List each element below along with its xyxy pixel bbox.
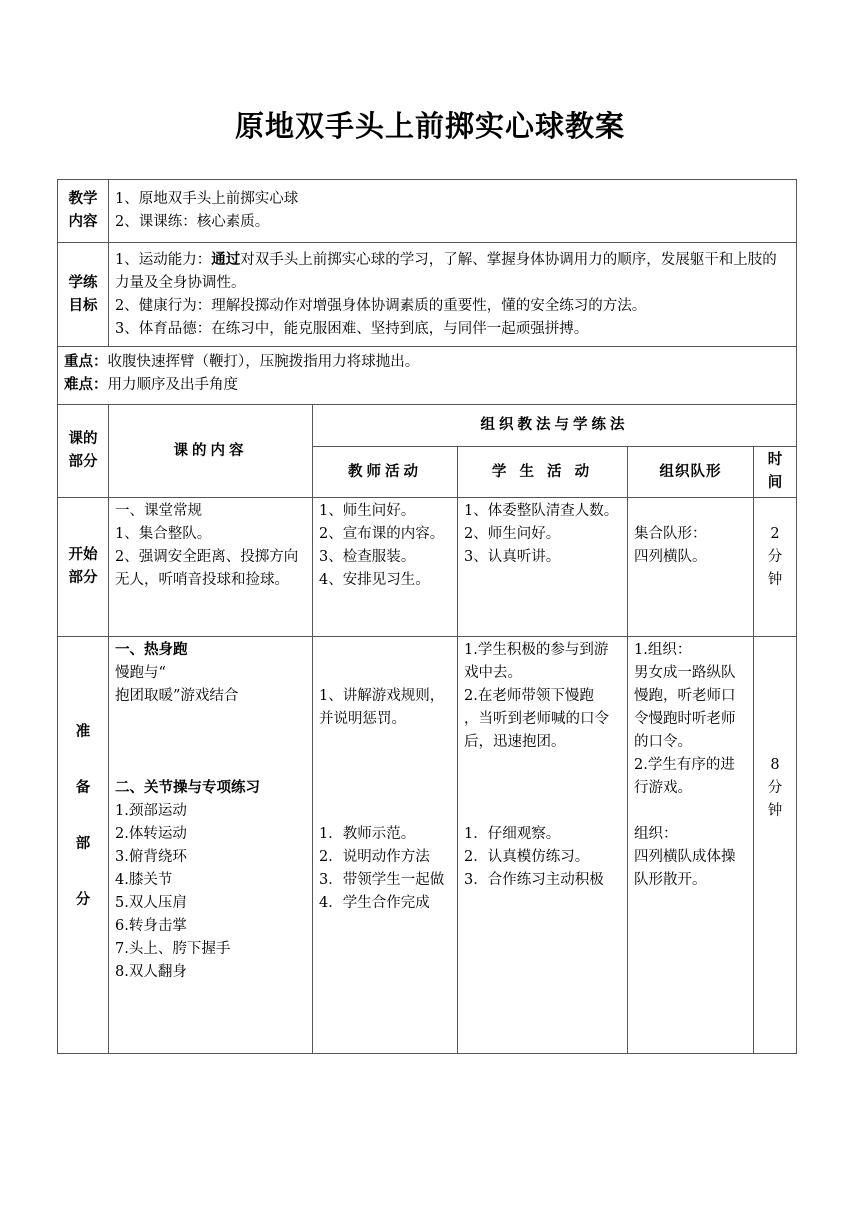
list-item: 2．说明动作方法 xyxy=(319,849,430,865)
list-item: 1.颈部运动 xyxy=(115,803,187,819)
goal-line-1: 1、运动能力：通过对双手头上前掷实心球的学习，了解、掌握身体协调用力的顺序，发展躯干和上肢的力量及全身协调性。 xyxy=(115,252,777,291)
header-time: 时 间 xyxy=(754,447,797,498)
start-content xyxy=(109,498,313,637)
prep-student xyxy=(458,637,628,1054)
list-item: 3．合作练习主动积极 xyxy=(464,872,604,888)
joint-title: 二、关节操与专项练习 xyxy=(115,780,260,796)
list-item: 1、讲解游戏规则，并说明惩罚。 xyxy=(319,688,445,727)
list-item: 1、集合整队。 xyxy=(115,526,212,542)
header-methods: 组织教法与学练法 xyxy=(313,405,797,447)
page-title: 原地双手头上前掷实心球教案 xyxy=(234,109,625,143)
list-item: 4.膝关节 xyxy=(115,872,173,888)
goal-line-3: 3、体育品德：在练习中，能克服困难、坚持到底，与同伴一起顽强拼搏。 xyxy=(115,321,589,337)
start-student xyxy=(458,498,628,637)
start-time: 2 分 钟 xyxy=(754,498,797,637)
prep-formation xyxy=(628,637,754,1054)
list-item: 1．教师示范。 xyxy=(319,826,416,842)
teaching-content-text xyxy=(109,180,797,243)
start-part-label: 开始 部分 xyxy=(58,498,109,637)
lesson-plan-table xyxy=(57,179,797,1054)
list-item: 7.头上、胯下握手 xyxy=(115,941,231,957)
learning-goals-text xyxy=(109,243,797,347)
key-point-line: 重点：收腹快速挥臂（鞭打），压腕拨指用力将球抛出。 xyxy=(64,354,420,370)
content-line: 2、课课练：核心素质。 xyxy=(115,214,270,230)
list-item: 3、检查服装。 xyxy=(319,549,416,565)
list-item: 8.双人翻身 xyxy=(115,964,187,980)
content-line: 1、原地双手头上前掷实心球 xyxy=(115,191,299,207)
list-item: 组织： xyxy=(634,826,678,842)
list-item: 4．学生合作完成 xyxy=(319,895,430,911)
prep-teacher xyxy=(313,637,458,1054)
list-item: 1、师生问好。 xyxy=(319,503,416,519)
key-points-row xyxy=(58,347,797,405)
key-points-cell xyxy=(58,347,797,405)
list-item: 2.学生有序的进行游戏。 xyxy=(634,757,735,796)
list-item: 2.在老师带领下慢跑 xyxy=(464,688,594,704)
header-teacher: 教师活动 xyxy=(313,447,458,498)
list-item: ，当听到老师喊的口令后，迅速抱团。 xyxy=(464,711,609,750)
header-student: 学 生 活 动 xyxy=(458,447,628,498)
list-item: 四列横队。 xyxy=(634,549,707,565)
list-item: 男女成一路纵队慢跑，听老师口令慢跑时听老师的口令。 xyxy=(634,665,736,750)
list-item: 1、体委整队清查人数。 xyxy=(464,503,619,519)
list-item: 2、宣布课的内容。 xyxy=(319,526,445,542)
teaching-content-row xyxy=(58,180,797,243)
teaching-content-label: 教学 内容 xyxy=(58,180,109,243)
list-item: 4、安排见习生。 xyxy=(319,572,430,588)
header-part: 课的 部分 xyxy=(58,405,109,498)
learning-goals-row xyxy=(58,243,797,347)
learning-goals-label: 学练 目标 xyxy=(58,243,109,347)
list-item: 5.双人压肩 xyxy=(115,895,187,911)
prep-section-row xyxy=(58,637,797,1054)
list-item: 抱团取暖”游戏结合 xyxy=(115,688,239,704)
list-item: 1.组织： xyxy=(634,642,692,658)
list-item: 1.学生积极的参与到游戏中去。 xyxy=(464,642,609,681)
difficult-point-line: 难点：用力顺序及出手角度 xyxy=(64,377,238,393)
list-item: 集合队形： xyxy=(634,526,707,542)
list-item: 2、强调安全距离、投掷方向无人，听哨音投球和捡球。 xyxy=(115,549,299,588)
goal-line-2: 2、健康行为：理解投掷动作对增强身体协调素质的重要性，懂的安全练习的方法。 xyxy=(115,298,647,314)
list-item: 3．带领学生一起做 xyxy=(319,872,445,888)
start-teacher xyxy=(313,498,458,637)
list-item: 1．仔细观察。 xyxy=(464,826,561,842)
header-formation: 组织队形 xyxy=(628,447,754,498)
header-row-1 xyxy=(58,405,797,447)
header-content: 课的内容 xyxy=(109,405,313,498)
list-item: 3.俯背绕环 xyxy=(115,849,187,865)
list-item: 6.转身击掌 xyxy=(115,918,187,934)
list-item: 慢跑与“ xyxy=(115,665,166,681)
warmup-title: 一、热身跑 xyxy=(115,642,188,658)
list-item: 四列横队成体操队形散开。 xyxy=(634,849,736,888)
prep-time: 8 分 钟 xyxy=(754,637,797,1054)
list-item: 3、认真听讲。 xyxy=(464,549,561,565)
prep-content xyxy=(109,637,313,1054)
prep-part-label: 准 备 部 分 xyxy=(58,637,109,1054)
list-item: 2.体转运动 xyxy=(115,826,187,842)
start-section-row xyxy=(58,498,797,637)
list-item: 一、课堂常规 xyxy=(115,503,202,519)
start-formation xyxy=(628,498,754,637)
list-item: 2、师生问好。 xyxy=(464,526,561,542)
list-item: 2．认真模仿练习。 xyxy=(464,849,590,865)
